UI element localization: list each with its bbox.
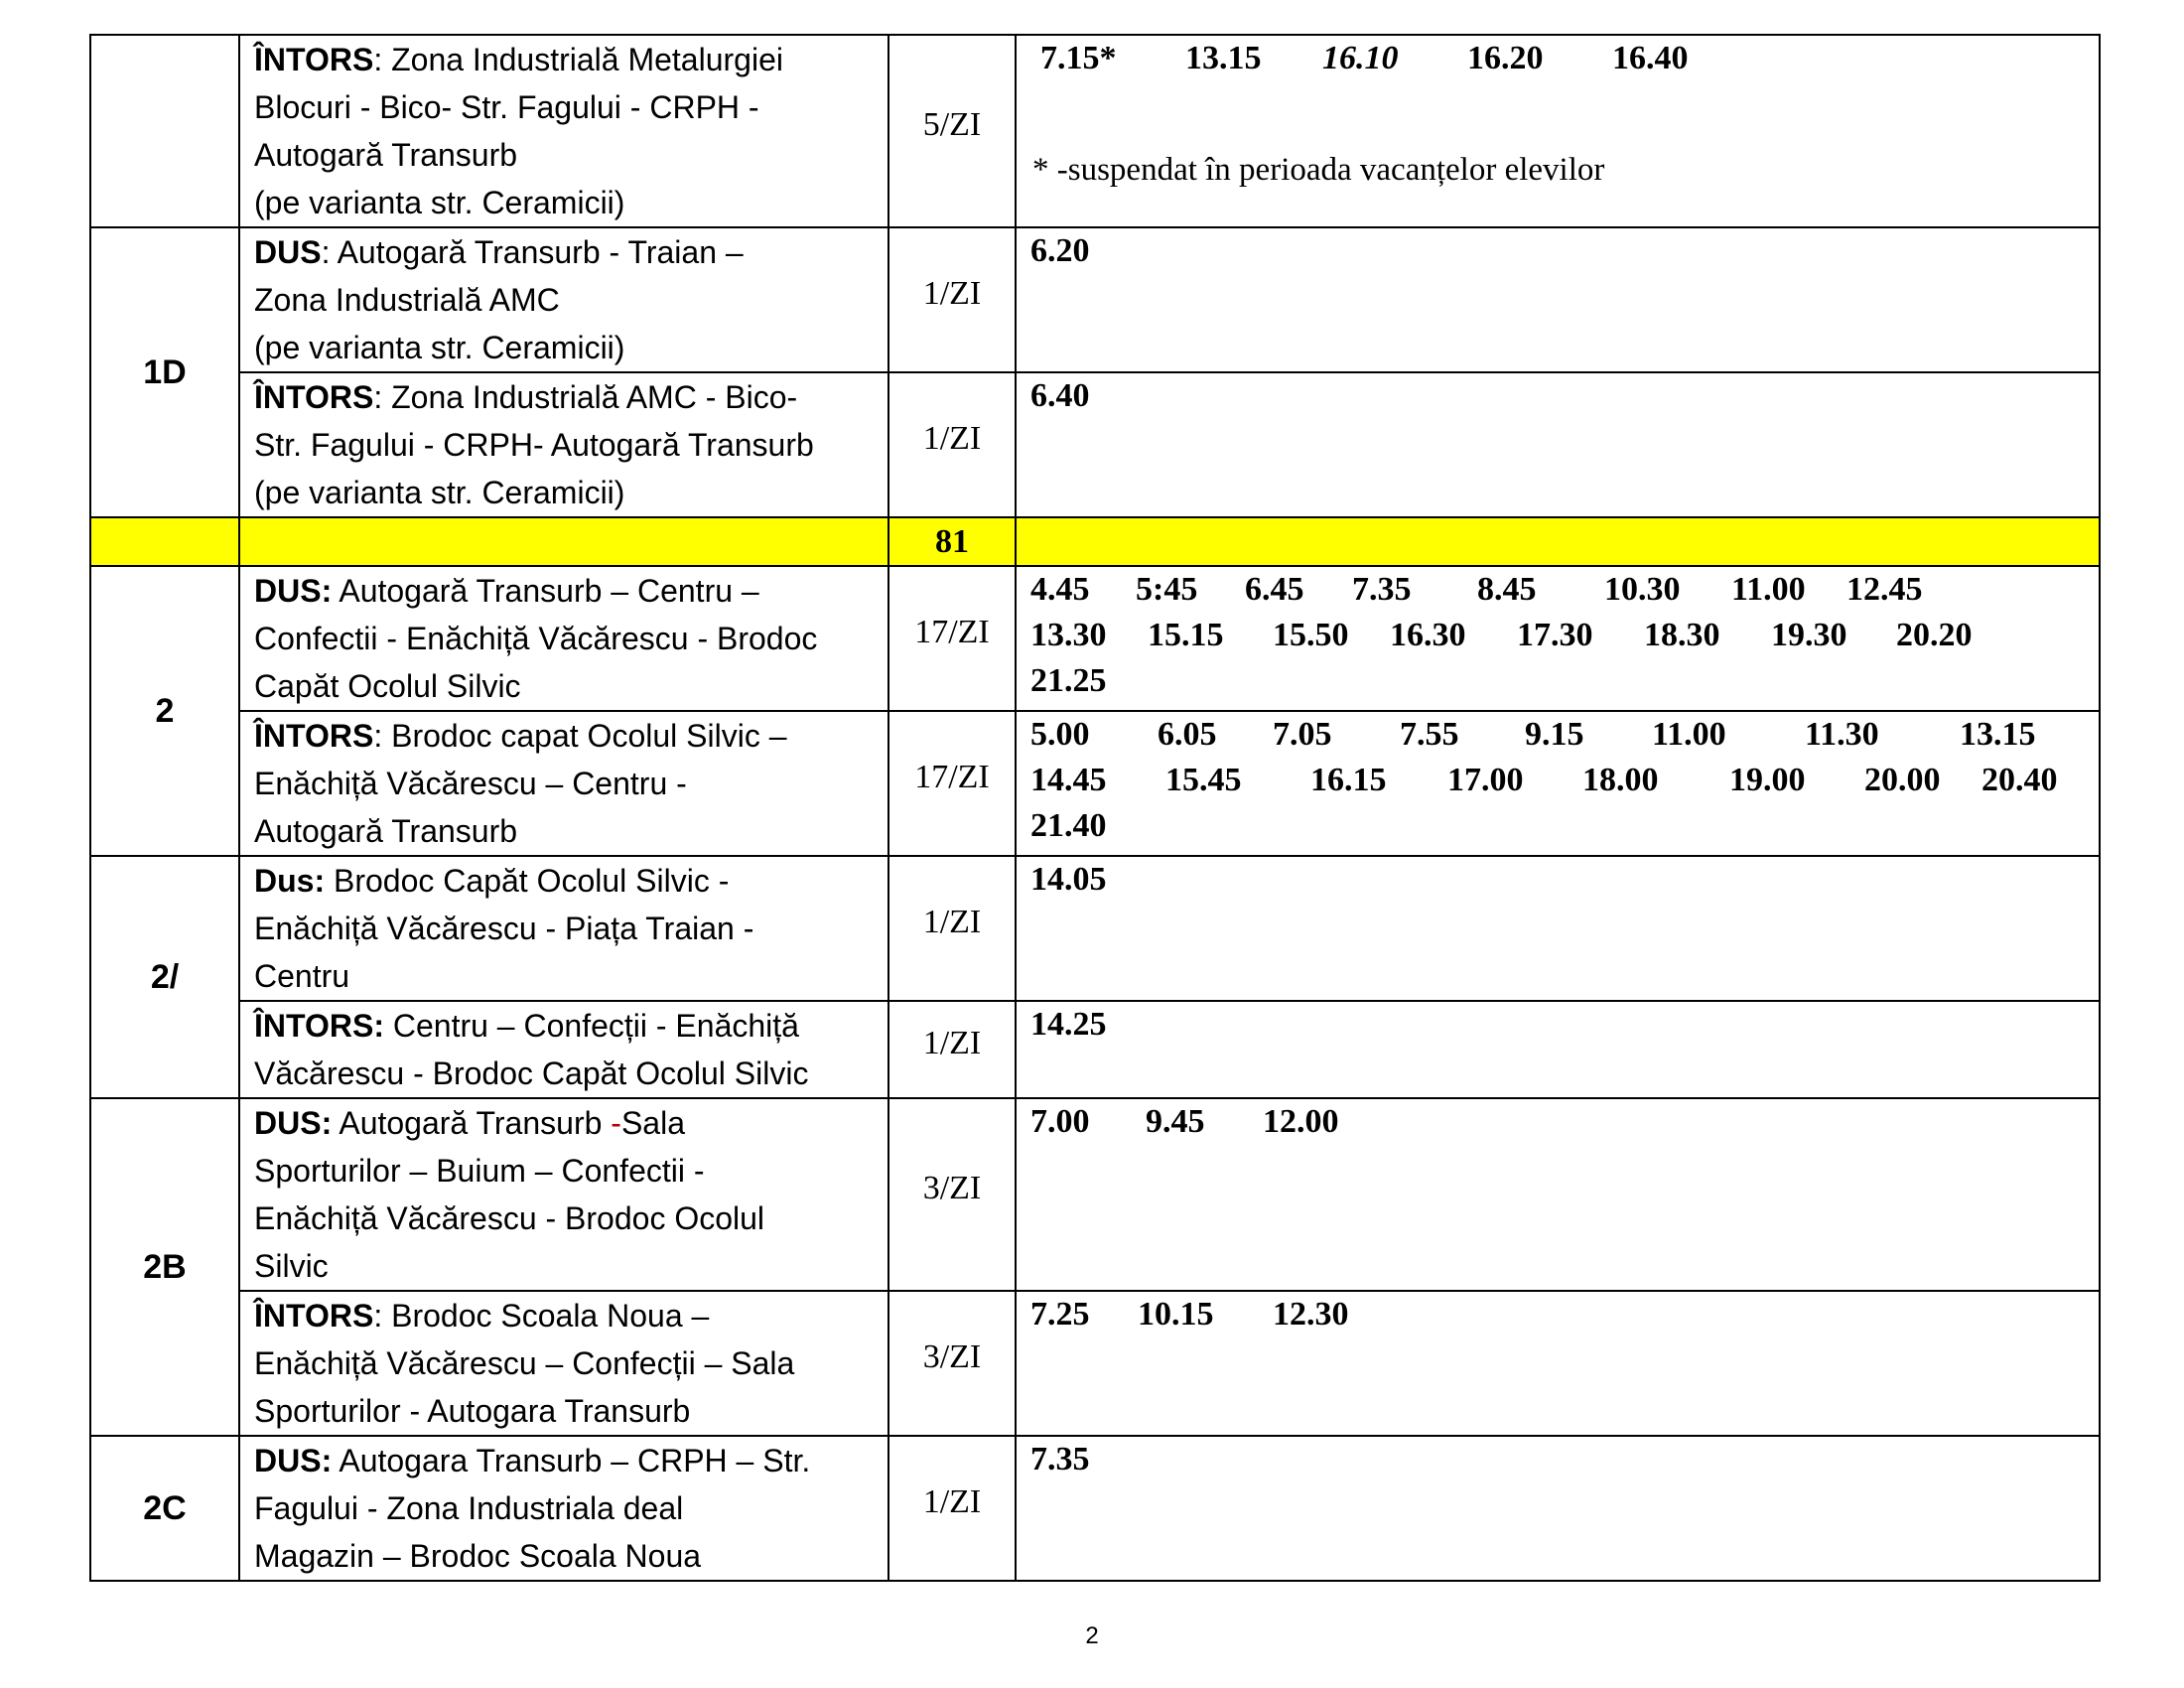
total-count: 81 [888,517,1016,566]
route-description [239,711,888,856]
direction-label: ÎNTORS [254,1298,374,1334]
departure-time: 15.15 [1148,617,1224,653]
frequency-cell [888,35,1016,227]
frequency-value: 5/ZI [922,106,982,143]
departure-time: 21.40 [1030,807,1107,844]
route-description [239,227,888,372]
departure-time: 13.30 [1030,617,1107,653]
empty-cell [239,517,888,566]
departure-times [1016,711,2100,856]
departure-time: 9.15 [1525,716,1584,753]
route-stops: : Brodoc Scoala Noua – Enăchiță Văcărescu – Confecții – Sala Sporturilor - Autogara Transurb [254,1298,795,1429]
departure-time: 15.50 [1273,617,1349,653]
departure-time: 13.15 [1185,40,1262,76]
departure-time: 8.45 [1477,571,1537,608]
route-description [239,372,888,517]
route-stops: Autogara Transurb – CRPH – Str. Fagului - Zona Industriala deal Magazin – Brodoc Scoala Noua [254,1443,811,1574]
departure-times [1016,372,2100,517]
table-row [90,372,2100,517]
route-description [239,1098,888,1291]
departure-time: 20.20 [1896,617,1973,653]
frequency-cell [888,1098,1016,1291]
table-row [90,227,2100,372]
departure-time: 19.00 [1729,762,1806,798]
departure-time: 21.25 [1030,662,1107,699]
route-number: 2C [90,1436,239,1581]
direction-label: ÎNTORS [254,42,374,77]
frequency-cell [888,856,1016,1001]
direction-label: DUS: [254,1105,333,1141]
frequency-cell [888,1001,1016,1098]
footnote: * -suspendat în perioada vacanțelor elevilor [1032,152,1605,188]
departure-time: 10.30 [1604,571,1681,608]
route-stops: Sala Sporturilor – Buium – Confectii - Enăchiță Văcărescu - Brodoc Ocolul Silvic [254,1105,765,1284]
frequency-value: 1/ZI [922,275,982,312]
departure-time: 7.35 [1030,1441,1090,1477]
frequency-cell [888,372,1016,517]
departure-times [1016,1001,2100,1098]
departure-time: 11.00 [1652,716,1726,753]
departure-time: 12.00 [1263,1103,1339,1140]
page-number: 2 [1085,1622,1099,1649]
departure-time: 16.30 [1390,617,1466,653]
departure-time: 19.30 [1771,617,1847,653]
route-cell [90,35,239,227]
departure-times [1016,1436,2100,1581]
route-stops: Autogară Transurb [332,1105,612,1141]
departure-time: 20.40 [1981,762,2058,798]
route-stops-dash: - [611,1105,621,1141]
frequency-value: 1/ZI [922,1025,982,1061]
frequency-cell [888,1291,1016,1436]
departure-time: 18.00 [1582,762,1659,798]
departure-time: 11.30 [1805,716,1879,753]
route-number: 1D [90,227,239,517]
empty-cell [1016,517,2100,566]
direction-label: DUS: [254,1443,333,1478]
departure-time: 16.40 [1612,40,1689,76]
departure-time: 12.30 [1273,1296,1349,1333]
frequency-value: 3/ZI [922,1170,982,1206]
frequency-value: 1/ZI [922,420,982,457]
departure-time: 20.00 [1864,762,1941,798]
route-description [239,856,888,1001]
departure-time: 6.45 [1245,571,1304,608]
departure-time: 16.10 [1322,40,1399,76]
departure-time: 7.25 [1030,1296,1090,1333]
departure-times [1016,227,2100,372]
departure-time: 11.00 [1731,571,1806,608]
departure-time: 9.45 [1146,1103,1205,1140]
departure-time: 17.00 [1447,762,1524,798]
route-stops: : Zona Industrială Metalurgiei Blocuri - Bico- Str. Fagului - CRPH - Autogară Transurb (pe varianta str. Ceramicii) [254,42,783,220]
table-row [90,711,2100,856]
route-description [239,1291,888,1436]
departure-times [1016,1291,2100,1436]
table-row [90,856,2100,1001]
departure-time: 7.55 [1400,716,1459,753]
departure-time: 16.20 [1467,40,1544,76]
direction-label: ÎNTORS [254,718,374,754]
route-stops: : Zona Industrială AMC - Bico- Str. Fagului - CRPH- Autogară Transurb (pe varianta str. Ceramicii) [254,379,814,510]
departure-time: 18.30 [1644,617,1720,653]
departure-time: 6.40 [1030,377,1090,414]
table-row [90,1291,2100,1436]
route-description [239,1436,888,1581]
table-row [90,1436,2100,1581]
frequency-value: 17/ZI [914,759,990,795]
frequency-cell [888,566,1016,711]
departure-times [1016,1098,2100,1291]
departure-time: 7.15* [1040,40,1117,76]
departure-time: 7.00 [1030,1103,1090,1140]
table-row [90,566,2100,711]
direction-label: ÎNTORS: [254,1008,384,1044]
direction-label: ÎNTORS [254,379,374,415]
route-description [239,1001,888,1098]
route-stops: : Autogară Transurb - Traian – Zona Industrială AMC (pe varianta str. Ceramicii) [254,234,744,365]
departure-time: 10.15 [1138,1296,1214,1333]
frequency-value: 1/ZI [922,1483,982,1520]
departure-time: 13.15 [1960,716,2036,753]
direction-label: Dus: [254,863,326,899]
frequency-value: 17/ZI [914,614,990,650]
frequency-value: 1/ZI [922,904,982,940]
route-number: 2 [90,566,239,856]
frequency-cell [888,1436,1016,1581]
departure-time: 17.30 [1517,617,1593,653]
table-row [90,1001,2100,1098]
departure-time: 5:45 [1136,571,1198,608]
departure-times [1016,35,2100,227]
route-description [239,35,888,227]
table-row [90,35,2100,227]
departure-time: 16.15 [1310,762,1387,798]
departure-time: 4.45 [1030,571,1090,608]
departure-time: 14.25 [1030,1006,1107,1043]
departure-times [1016,566,2100,711]
departure-time: 14.45 [1030,762,1107,798]
frequency-cell [888,711,1016,856]
departure-times [1016,856,2100,1001]
route-stops: : Brodoc capat Ocolul Silvic – Enăchiță Văcărescu – Centru - Autogară Transurb [254,718,787,849]
departure-time: 5.00 [1030,716,1090,753]
empty-cell [90,517,239,566]
route-description [239,566,888,711]
route-stops: Brodoc Capăt Ocolul Silvic - Enăchiță Văcărescu - Piața Traian - Centru [254,863,754,994]
direction-label: DUS [254,234,322,270]
schedule-table [89,34,2101,1582]
table-row [90,1098,2100,1291]
route-number: 2B [90,1098,239,1436]
route-stops: Centru – Confecții - Enăchiță Văcărescu - Brodoc Capăt Ocolul Silvic [254,1008,809,1091]
route-stops: Autogară Transurb – Centru – Confectii - Enăchiță Văcărescu - Brodoc Capăt Ocolul Silvic [254,573,818,704]
departure-time: 15.45 [1165,762,1242,798]
departure-time: 14.05 [1030,861,1107,898]
departure-time: 12.45 [1846,571,1923,608]
departure-time: 7.05 [1273,716,1332,753]
departure-time: 6.05 [1158,716,1217,753]
table-row-highlight [90,517,2100,566]
direction-label: DUS: [254,573,333,609]
departure-time: 7.35 [1352,571,1412,608]
route-number: 2/ [90,856,239,1098]
frequency-value: 3/ZI [922,1338,982,1375]
departure-time: 6.20 [1030,232,1090,269]
frequency-cell [888,227,1016,372]
